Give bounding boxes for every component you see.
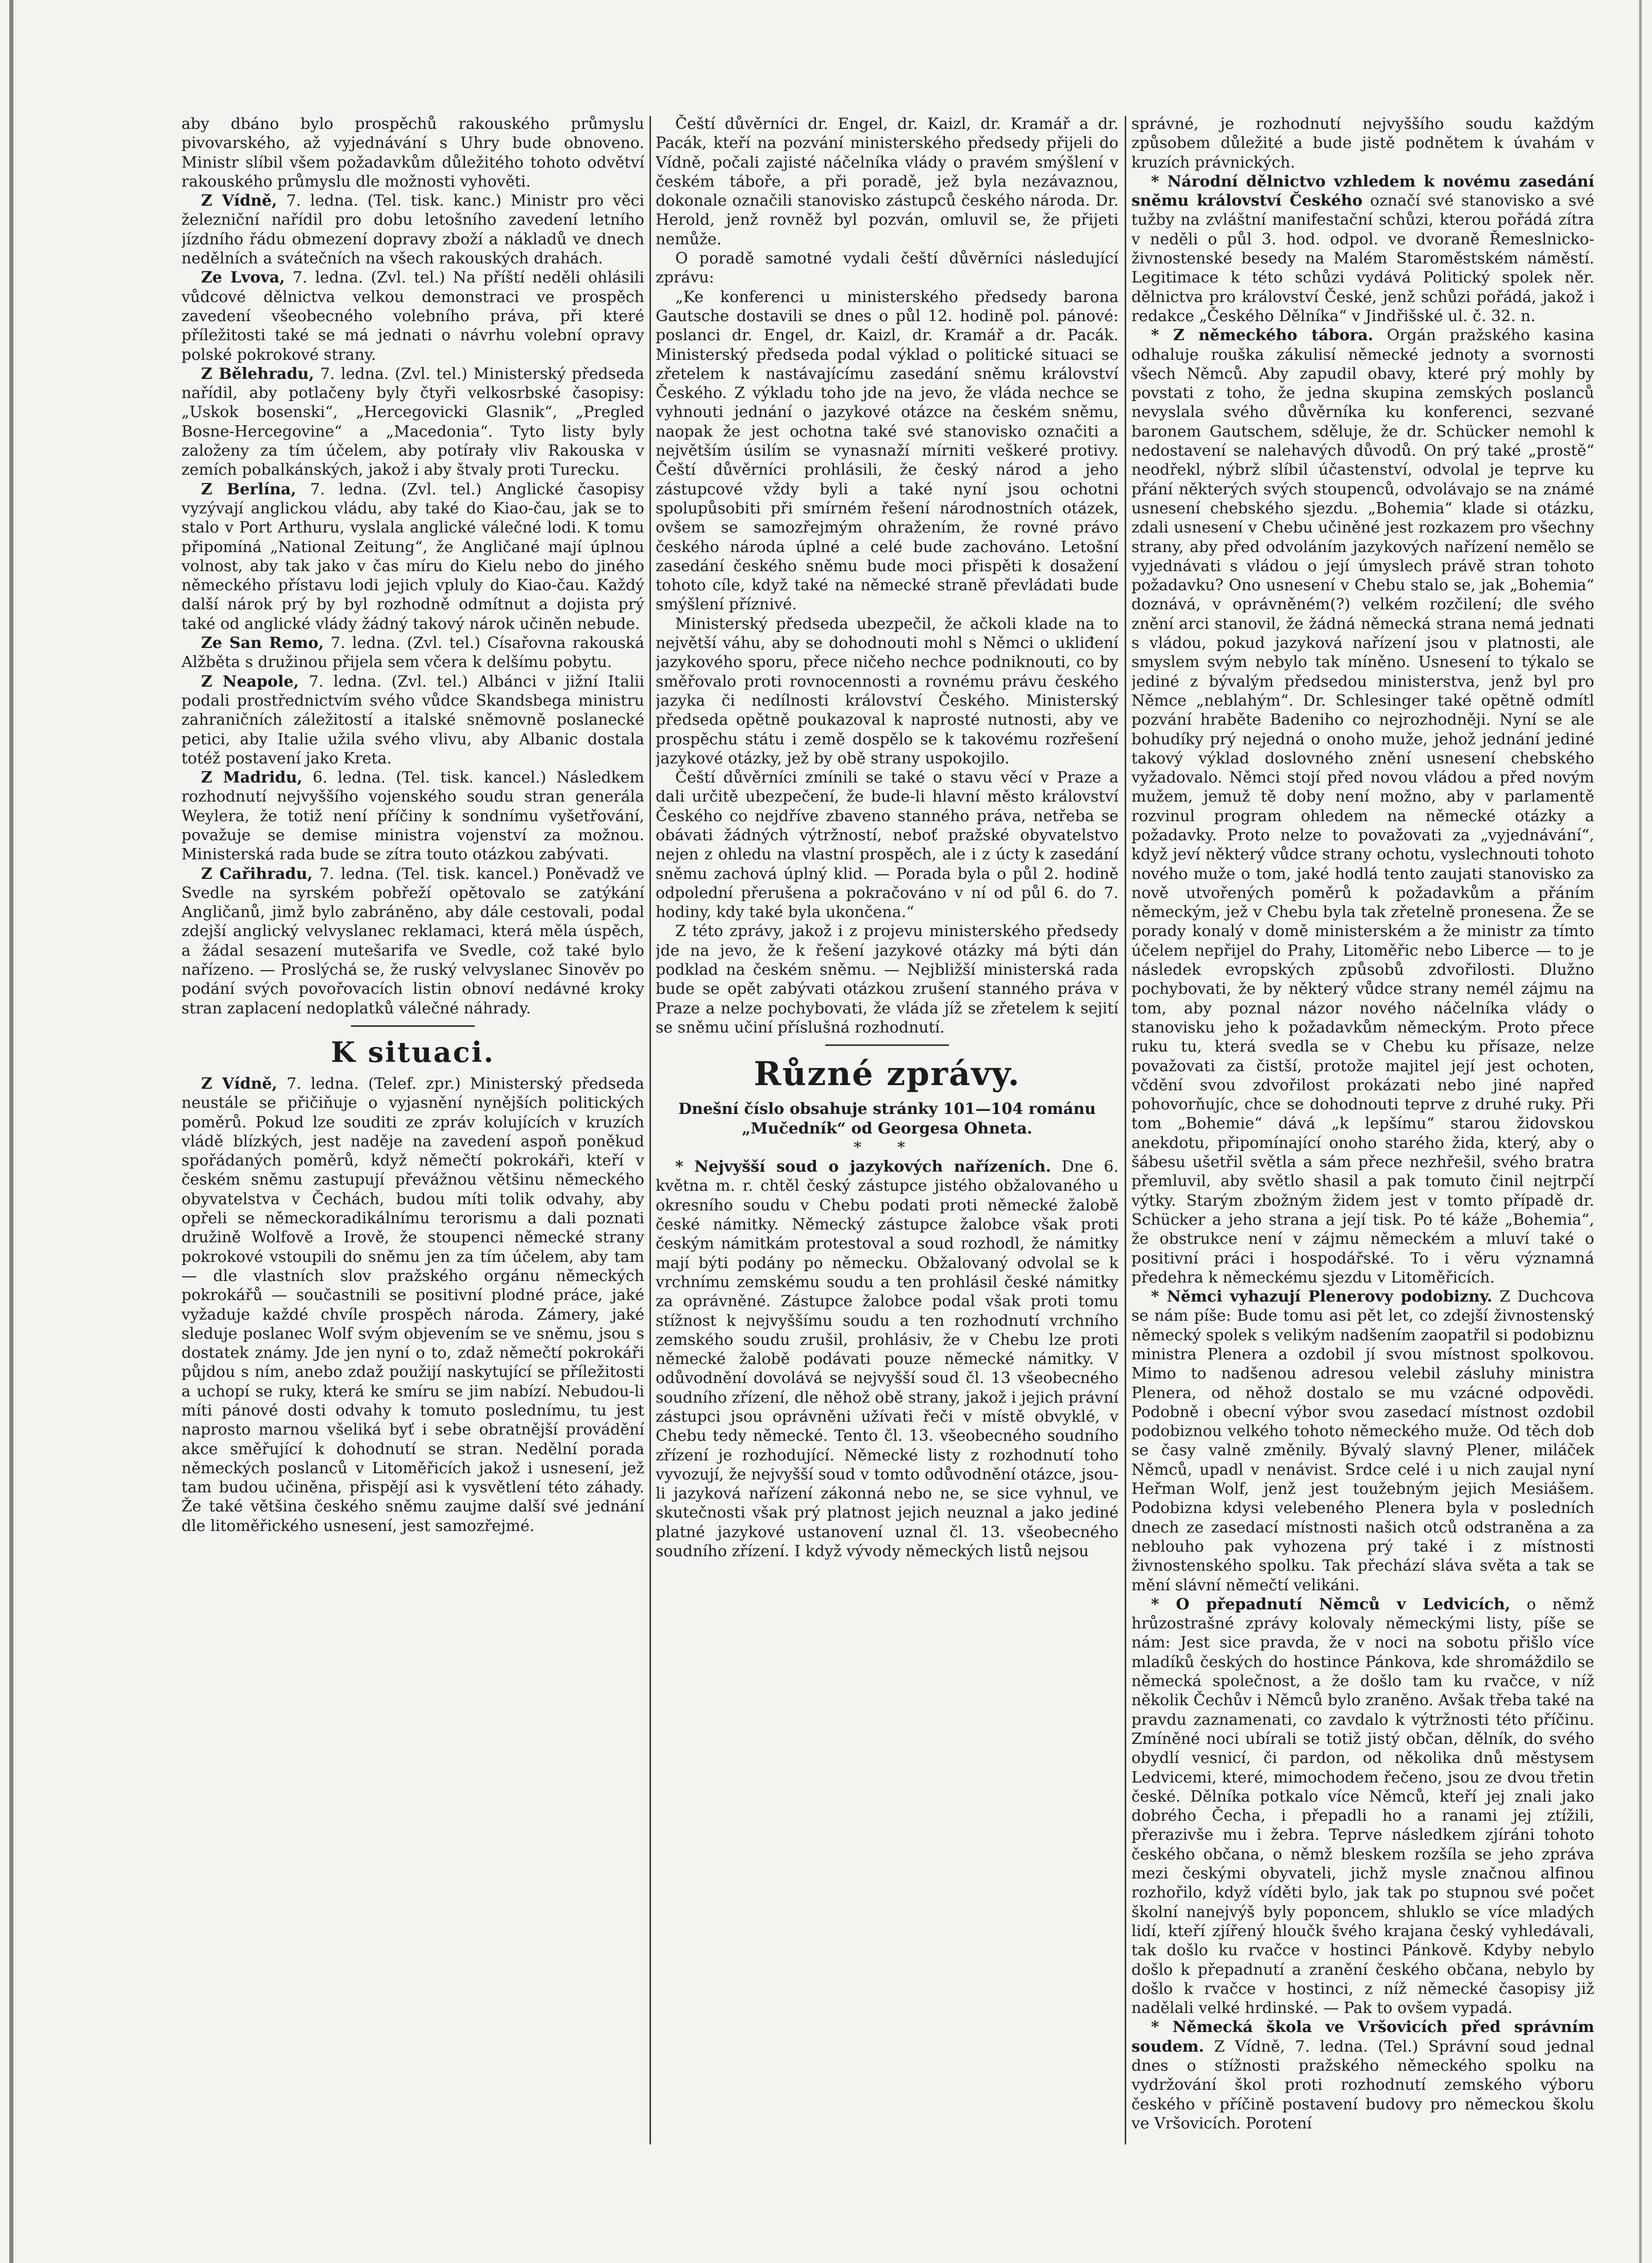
news-text: 7. ledna. (Zvl. tel.) Ministerský předseda nařídil, aby potlačeny byly čtyři velkosrbské časopisy: „Uskok bosenski“, „Hercegovicki Glasnik“, „Pregled Bosne-Hercegovine“ a „Macedonia“. Tyto listy byly založeny za tím účelem, aby potírały vliv Rakouska v zemích pobalkánských, jakož i aby štvaly proti Turecku. — [181, 364, 644, 479]
news-text: označí své stanovisko a své tužby na zvláštní manifestační schůzi, kterou pořádá zítra v neděli o půl 3. hod. odpol. ve dvoraně Řemeslnicko-živnostenské besedy na Malém Staroměstském náměstí. Legitimace k této schůzi vydává Politický spolek něr. dělnictva pro království České, jenž schůzi pořádá, jakož i redakce „Českého Dělníka“ v Jindřišské ul. č. 32. n. — [1131, 192, 1594, 325]
news-item — [181, 672, 644, 768]
news-text: o němž hrůzostrašné zprávy kolovaly německými listy, píše se nám: Jest sice pravda, že v noci na sobotu přišlo více mladíků českých do hostince Pánkova, kde shromáždilo se německá společnost, a že došlo tam ku rvačce, v níž několik Čechův i Němců bylo zraněno. Avšak třeba také na pravdu zaznamenati, co zavdalo k výtržnosti této příčinu. Zmíněné noci ubírali se totiž jistý občan, dělník, do svého obydlí vesnicí, či pardon, od několika dnů městysem Ledvicemi, které, mimochodem řečeno, jsou ze dvou třetin české. Dělníka potkalo více Němců, kteří jej znali jako dobrého Čecha, i přepadli ho a ranami jej ztížili, přerazivše mu i žebra. Teprve následkem zjíráni tohoto českého občana, o němž bleskem rozšíla se jeho zpráva mezi českými obyvateli, jichž mysle značnou alfinou rozhořilo, když víděti bylo, jak tak po stupnou své počet školní nanejvýš byly poponcem, shluklo se více mladých lidí, kteří zjířený hloučk švého krajana český vyhledávali, tak došlo ku rvačce v hostinci Pánkově. Kdyby nebylo došlo k přepadnutí a zranění českého občana, nebylo by došlo k rvačce v hostinci, z níž německé časopisy již nadělali velké hrdinské. — Pak to ovšem vypadá. — [1131, 1595, 1594, 2018]
news-item-title: * Němci vyhazují Plenerovy podobizny. — [1151, 1288, 1493, 1306]
news-item-title: * Národní dělnictvo vzhledem k novému zasedání sněmu království Českého — [1131, 172, 1594, 210]
article-paragraph: aby dbáno bylo prospěchů rakouského průmyslu pivovarského, až vyjednávání s Uhry bude obnoveno. Ministr slíbil všem požadavkům důležitého tohoto odvětví rakouského průmyslu dle možnosti vyhověti. — [181, 115, 644, 191]
column-right — [1131, 114, 1594, 2176]
dateline-place: Ze Lvova, — [201, 269, 285, 287]
page-edge-right — [1639, 0, 1642, 2263]
news-text: 7. ledna. (Tel. tisk. kanc.) Ministr pro věci železniční nařídil pro dobu letošního zavedení letního jízdního řádu obmezení dopravy zboží a nákladů ve dnech nedělních a svátečních na všech rakouských drahách. — [181, 192, 644, 268]
news-item — [181, 480, 644, 634]
news-item — [181, 768, 644, 864]
article-paragraph: Čeští důvěrníci zmínili se také o stavu věcí v Praze a dali určitě ubezpečení, že bude-li hlavní město království Českého co nejdříve zbaveno stanného práva, netřeba se obávati žádných výtržností, neboť pražské obyvatelstvo nejen z ohledu na vlastní prospěch, ale i z úcty k zasedání sněmu zachová úplný klid. — Porada byla o půl 2. hodině odpolední přerušena a pokračováno v ní od půl 6. do 7. hodiny, kdy také byla ukončena.“ — [656, 769, 1119, 922]
news-item-title: * Z německého tábora. — [1151, 326, 1374, 345]
news-text: Dne 6. května m. r. chtěl český zástupce jistého obžalovaného u okresního soudu v Chebu podati proti německé žalobě české námitky. Německý zástupce žalobce však proti českým námitkám protestoval a soud rozhodl, že námitky mají býti podány po německu. Obžalovaný odvolal se k vrchnímu zemskému soudu a ten prohlásil české námitky za oprávněné. Zástupce žalobce podal však proti tomu stížnost k nejvyššímu soudu a ten rozhodnutí vrchního zemského soudu zrušil, prohlásiv, že v Chebu lze proti německé žalobě podávati pouze německé námitky. V odůvodnění dovolává se nejvyšší soud čl. 13 všeobecného soudního zřízení, dle něhož obě strany, jakož i jejich právní zástupci jsou oprávněni užívati řeči v místě obvyklé, v Chebu tedy německé. Tento čl. 13. všeobecného soudního zřízení je rozhodující. Německé listy z rozhodnutí toho vyvozují, že nejvyšší soud v tomto odůvodnění otázce, jsou-li jazyková nařízení zákonná nebo ne, se sice vyhnul, ve skutečnosti však prý platnost jejich neuznal a jako jediné platné jazykové ustanovení uznal čl. 13. všeobecného soudního zřízení. I když vývody německých listů nejsou — [656, 1158, 1119, 1561]
news-item — [181, 1074, 644, 1536]
news-item — [1131, 326, 1594, 1287]
column-rule-1 — [649, 116, 651, 2144]
page-edge-left — [9, 0, 13, 2263]
article-paragraph: Ministerský předseda ubezpečil, že ačkoli klade na to největší váhu, aby se dohodnouti mohl s Němci o ukliđení jazykového sporu, přece ničeho nechce podniknouti, co by směřovalo proti rovnocennosti a rovnému právu českého jazyka či nedílnosti království Českého. Ministerský předseda opětně poukazoval k naprosté nutnosti, aby ve prospěchu státu i země dospělo se k takovému rozřešení jazykové otázky, jež by obě strany uspokojilo. — [656, 614, 1119, 768]
news-text: 7. ledna. (Zvl. tel.) Císařovna rakouská Alžběta s družinou přijela sem včera k delšímu pobytu. — [181, 634, 644, 672]
dateline-place: Z Madridu, — [201, 769, 303, 787]
article-paragraph: správné, je rozhodnutí nejvyššího soudu každým způsobem důležité a bude jistě podnětem k úvahám v kruzích právnických. — [1131, 115, 1594, 172]
news-item — [181, 634, 644, 672]
article-paragraph: Čeští důvěrníci dr. Engel, dr. Kaizl, dr. Kramář a dr. Pacák, kteří na pozvání ministerského předsedy přijeli do Vídně, počali zajisté náčelníka vlády o pravém smýšlení v českém táboře, a při poradě, jež byla nezávaznou, dokonale označili stanovisko zástupců českého národa. Dr. Herold, jenž rovněž byl pozván, omluvil se, že přijeti nemůže. — [656, 115, 1119, 248]
news-item-title: * O přepadnutí Němců v Ledvicích, — [1151, 1595, 1511, 1613]
news-item — [656, 1157, 1119, 1561]
star-separator: * * — [854, 1138, 921, 1157]
news-item — [1131, 1595, 1594, 2018]
section-divider — [825, 1044, 949, 1046]
news-text: 7. ledna. (Zvl. tel.) Na příští neděli ohlásili vůdcové dělnictva velkou demonstraci ve prospěch zavedení všeobecného volebního práva, při které příležitosti také se má jednati o návrhu volební opravy polské pokrokové strany. — [181, 269, 644, 364]
dateline-place: Z Vídně, — [201, 192, 277, 210]
news-text: 6. ledna. (Tel. tisk. kancel.) Následkem rozhodnutí nejvyššího vojenského soudu stran generála Weylera, že totiž není příčiny k sondnímu vyšetřování, považuje se demise ministra vojenství za možnou. Ministerská rada bude se zítra touto otázkou zabývati. — [181, 769, 644, 864]
section-heading-various-news: Různé zprávy. — [754, 1055, 1021, 1094]
news-text: 7. ledna. (Tel. tisk. kancel.) Poněvadž ve Svedle na syrském pobřeží opětovalo se zatýkání Angličanů, jimž bylo zabráněno, aby dále cestovali, podal zdejší anglický velvyslanec reklamaci, která měla úspěch, a žádal sesazení mutešarifa ve Svedle, což také bylo nařízeno. — Proslýchá se, že ruský velvyslanec Sinověv po podání svých povořovacích listin obnoví nedávné kroky stran zaplacení nedoplatků válečné náhrady. — [181, 864, 644, 1018]
news-item — [181, 364, 644, 480]
news-text: Orgán pražského kasina odhaluje rouška zákulisí německé jednoty a svornosti všech Němců. Aby zapudil obavy, které prý mohly by povstati z toho, že jedna skupina zemských poslanců nevyslala svého důvěrníka ku konferenci, sezvané baronem Gautschem, sděluje, že dr. Schücker nemohl k nedostavení se nalehavých důvodů. On prý také „prostě“ neodřekl, nýbrž slíbil účastenství, odvolal je teprve ku přání některých svých stoupenců, odvolávajo se na známé usnesení chebského sjezdu. „Bohemia“ klade si otázku, zdali usnesení v Chebu učiněné jest rozkazem pro všechny strany, aby před odvoláním jazykových nařízení nemělo se vyjednávati s vládou o její úmyslech právě stran tohoto požadavku? Ono usnesení v Chebu stalo se, jak „Bohemia“ doznává, v oprávněném(?) velkém rozčilení; dle svého znění arci stanovil, že žádná německá strana nemá jednati s vládou, pokud jazyková nařízení jsou v platnosti, ale smyslem svým nebylo tak míněno. Usnesení to týkalo se jediné z bývalým předsedou ministerstva, jenž byl pro Němce „neblahým“. Dr. Schlesinger také opětně odmítl pozvání hraběte Badeniho co nejrozhodněji. Nyní se ale bohudíky prý nejedná o onoho muže, jehož jednání jediné takový výklad doslovného znění usnesení chebského vyžadovalo. Němci stojí před novou vládou a před novým mužem, jemuž tě doby není možno, aby v parlamentě rozvinul program ohledem na německé otázky a požadavky. Proto nelze to považovati za „vyjednávání“, když jeví některý vůdce strany ochotu, vyslechnouti tohoto nového muže o tom, jaké hodlá tento zaujati stanovisko za nově utvořených poměrů k požadavkům a přáním německým, jež v Chebu byla tak zřetelně pronesena. Že se porady konalý v domě ministerském a že ministr za tímto účelem nepřijel do Prahy, Litoměřic nebo Liberce — to je následek evropských způsobů zdvořilosti. Dlužno pochybovati, že by některý vůdce strany nemél zájmu na tom, aby poznal názor nového náčelníka vlády o stanovisku jeho k požadavkům německým. Proto přece ruku tu, která svedla se v Chebu ku přísaze, nelze považovati za čistší, protože majitel její jest ochoten, včdění svou zdvořilost prokázati nebo jiné napřeď pohovorňujíc, chce se dohodnouti teprve z druhé ruky. Při tom „Bohemie“ dává „k lepšímu“ starou židovskou anekdotu, připomínající onoho starého žida, který, aby o šábesu ušetřil světla a sám přece nezhřešil, svého bratra přemluvil, aby světlo shasil a pak tomuto činil nejtrpčí výtky. Starým zbožným židem jest v tomto případě dr. Schücker a jeho strana a její tisk. Po té káže „Bohemia“, že obstrukce není v zájmu německém a mluví také o positivní práci i hospodářské. To i věru významná předehra k německému sjezdu v Litoměřicích. — [1131, 326, 1594, 1287]
article-paragraph: Z této zprávy, jakož i z projevu ministerského předsedy jde na jevo, že k řešení jazykové otázky má býti dán podklad na českém sněmu. — Nejbližší ministerská rada bude se opět zabývati otázkou zrušení stanného práva v Praze a nelze pochybovati, že vláda jíž se zřetelem k sejití se sněmu učiní příslušná rozhodnutí. — [656, 922, 1119, 1037]
article-paragraph: O poradě samotné vydali čeští důvěrníci následující zprávu: — [656, 249, 1119, 287]
dateline-place: Ze San Remo, — [201, 634, 324, 653]
column-rule-2 — [1125, 116, 1126, 2144]
news-item — [181, 864, 644, 1018]
news-item — [1131, 172, 1594, 326]
dateline-place: Z Vídně, — [201, 1074, 277, 1093]
dateline-place: Z Neapole, — [201, 672, 299, 691]
news-text: 7. ledna. (Zvl. tel.) Albánci v jižní Italii podali prostřednictvím svého vůdce Skandsbega ministru zahraničních záležitostí a italské sněmovně poslanecké petici, aby Italie užila svého vlivu, aby Albanic dostala totéž postavení jako Kreta. — [181, 672, 644, 768]
section-divider — [351, 1025, 475, 1027]
news-item — [1131, 1287, 1594, 1595]
news-text: 7. ledna. (Telef. zpr.) Ministerský předseda neustále se přičiňuje o vyjasnění nynějších politických poměrů. Pokud lze souditi ze zpráv kolujících v kruzích vládě blízkých, jest naděje na zavedení aspoň poněkud spořádaných poměrů, když němečtí pokrokáři, kteří v českém sněmu zastupují převážnou většinu německého obyvatelstva v Čechách, budou míti tolik odvahy, aby opřeli se německoradikálnímu terorismu a dali poznati družině Wolfově a Irově, že stoupenci německé strany pokrokové vstoupili do sněmu jen za tím účelem, aby tam — dle vlastních slov pražského orgánu německých pokrokářů — součastnili se positivní plodné práce, jaké vyžaduje každé chvíle prospěch národa. Zámery, jaké sleduje poslanec Wolf svým objevením se ve sněmu, jsou s dostatek známy. Jde jen nyní o to, zdaž němečtí pokrokáři půjdou s ním, anebo zdaž použijí naskytující se příležitosti a uchopí se ruky, která ke smíru se jim nabízí. Nebudou-li míti pánové dosti odvahy k tomuto poslednímu, tu jest naprosto marnou všeliká byť i sebe obratnější provádění akce směřující k dohodnutí se stran. Nedělní porada německých poslanců v Litoměřicích jakož i usnesení, jež tam budou učiněna, přispějí asi k vysvětlení této záhady. Že také většina českého sněmu zaujme další své jednání dle litoměřického usnesení, jest samozřejmé. — [181, 1074, 644, 1535]
column-middle — [656, 114, 1119, 2176]
news-item — [181, 191, 644, 268]
dateline-place: Z Bělehradu, — [201, 364, 314, 383]
news-text: Z Vídně, 7. ledna. (Tel.) Správní soud jednal dnes o stížnosti pražského německého spolku na vydržování škol proti rozhodnutí zemského výboru českého v příčině postavení budovy pro německou školu ve Vršovicích. Porotení — [1131, 2037, 1594, 2133]
article-paragraph: „Ke konferenci u ministerského předsedy barona Gautsche dostavili se dnes o půl 12. hodině pol. pánové: poslanci dr. Engel, dr. Kaizl, dr. Kramář a dr. Pacák. Ministerský předseda podal výklad o politické situaci se zřetelem k nastávajícímu zasedání sněmu království Českého. Z výkladu toho jde na jevo, že vláda nechce se vyhnouti jednání o jazykové otázce na českém sněmu, naopak že jest ochotna také své stanovisko označiti a největším úsilím se vynasnaží mírniti veškeré protivy. Čeští důvěrníci prohlásili, že český národ a jeho zástupcové vždy byli a také nyní jsou ochotni spolupůsobiti při smírném řešení národnostních otázek, ovšem se samozřejmým ohražením, že rovné právo českého národa úplné a celé bude zachováno. Letošní zasedání českého sněmu bude moci přispěti k dosažení tohoto cíle, když také na německé straně převládati bude smýšlení příznivé. — [656, 288, 1119, 614]
news-item — [1131, 2018, 1594, 2133]
dateline-place: Z Berlína, — [201, 480, 296, 498]
news-item-title: * Nejvyšší soud o jazykových nařízeních. — [675, 1158, 1052, 1176]
dateline-place: Z Cařihradu, — [201, 864, 313, 883]
serial-notice: Dnešní číslo obsahuje stránky 101—104 románu „Mučedník“ od Georgesa Ohneta. — [678, 1100, 1096, 1138]
section-heading-situation: K situaci. — [330, 1035, 495, 1069]
column-left — [181, 114, 644, 2176]
news-text: 7. ledna. (Zvl. tel.) Anglické časopisy vyzývají anglickou vládu, aby také do Kiao-čau, jak se to stalo v Port Arthuru, vyslala anglické válečné lodi. K tomu připomíná „National Zeitung“, že Angličané mají úplnou volnost, aby tak jako v čas míru do Kielu nebo do jiného německého přístavu lodi jejich vpluly do Kiao-čau. Každý další nárok prý by byl rozhodně odmítnut a dojista prý také od anglické vlády žádný takový nárok učiněn nebude. — [181, 480, 644, 633]
news-text: Z Duchcova se nám píše: Bude tomu asi pět let, co zdejší živnostenský německý spolek s velikým nadšením zaopatřil si podobiznu ministra Plenera a ozdobil jí svou místnost spolkovou. Mimo to nadšenou adresou velebil zásluhy ministra Plenera, od něhož dostalo se mu vzácné odpovědi. Podobně i obecní výbor svou zasedací místnost ozdobil podobiznou velkého tohoto německého muže. Od těch dob se časy valně změnily. Bývalý slavný Plener, miláček Němců, upadl v nenávist. Srdce celé i u nich zaujal nyní Heřman Wolf, jenž jest toužebným jejich Mesiášem. Podobizna kdysi velebeného Plenera byla v posledních dnech ze zasedací místnosti našich otců odstraněna a za neblouho pak vyhozena prý také i z místnosti živnostenského spolku. Tak přechází sláva světa a tak se mění slávní němečtí velikáni. — [1131, 1288, 1594, 1594]
news-item — [181, 268, 644, 364]
news-item-title: * Německá škola ve Vršovicích před správním soudem. — [1131, 2018, 1594, 2056]
